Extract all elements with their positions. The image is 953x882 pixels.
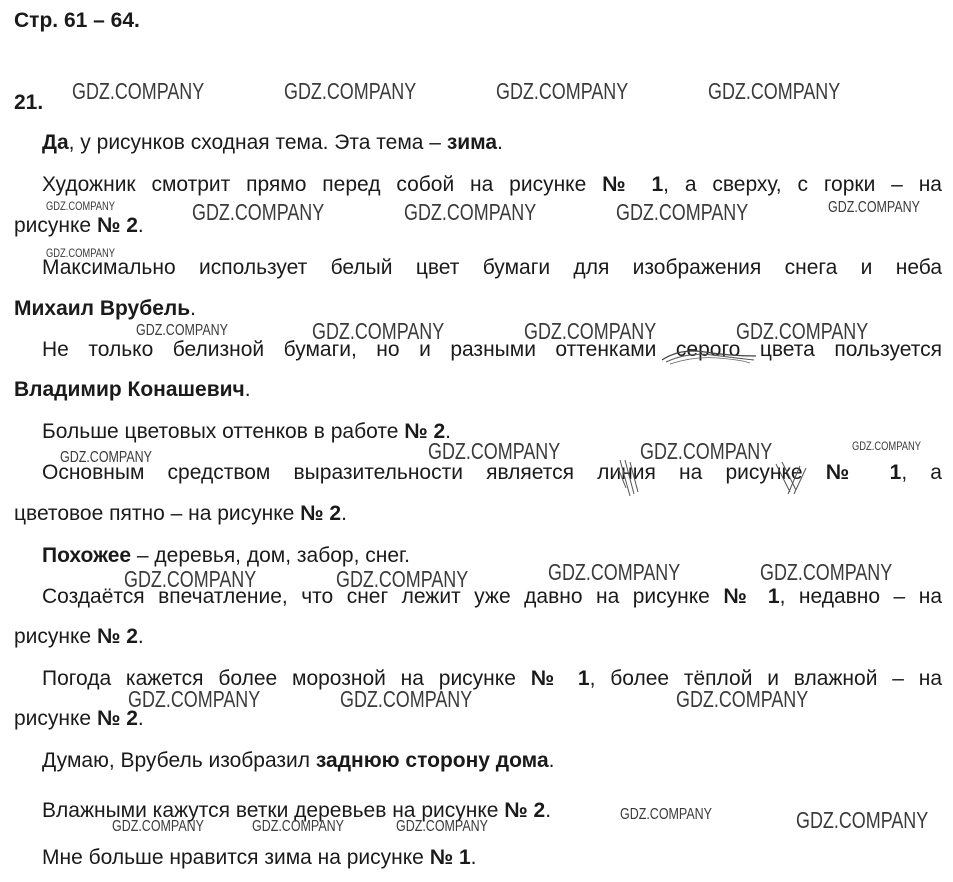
paragraph-1: Да, у рисунков сходная тема. Эта тема – зима. <box>42 131 503 154</box>
watermark: GDZ.COMPANY <box>796 807 929 833</box>
paragraph-3-line-1: Максимально использует белый цвет бумаги для изображения снега и неба <box>42 256 942 279</box>
watermark: GDZ.COMPANY <box>60 449 152 466</box>
watermark: GDZ.COMPANY <box>496 78 629 104</box>
paragraph-9-line-2: рисунке № 2. <box>14 707 144 730</box>
paragraph-2-line-2: рисунке № 2. <box>14 214 144 237</box>
paragraph-4-line-2: Владимир Конашевич. <box>14 378 251 401</box>
paragraph-6-line-1: Основным средством выразительности является линия на рисунке № 1, а <box>42 461 942 484</box>
paragraph-5: Больше цветовых оттенков в работе № 2. <box>42 420 451 443</box>
watermark: GDZ.COMPANY <box>46 199 115 213</box>
watermark: GDZ.COMPANY <box>396 818 488 835</box>
watermark: GDZ.COMPANY <box>72 78 205 104</box>
watermark: GDZ.COMPANY <box>312 318 445 344</box>
scribble-mark <box>770 460 810 496</box>
scribble-mark <box>616 458 656 498</box>
page-header: Стр. 61 – 64. <box>14 9 140 32</box>
watermark: GDZ.COMPANY <box>736 318 869 344</box>
watermark: GDZ.COMPANY <box>404 199 537 225</box>
watermark: GDZ.COMPANY <box>640 438 773 464</box>
watermark: GDZ.COMPANY <box>112 818 204 835</box>
watermark: GDZ.COMPANY <box>548 559 681 585</box>
watermark: GDZ.COMPANY <box>136 322 228 339</box>
paragraph-7: Похожее – деревья, дом, забор, снег. <box>42 544 410 567</box>
watermark: GDZ.COMPANY <box>708 78 841 104</box>
paragraph-3-line-2: Михаил Врубель. <box>14 297 196 320</box>
scribble-mark <box>660 342 760 366</box>
paragraph-9-line-1: Погода кажется более морозной на рисунке № 1, более тёплой и влажной – на <box>42 667 942 690</box>
watermark: GDZ.COMPANY <box>760 559 893 585</box>
watermark: GDZ.COMPANY <box>676 686 809 712</box>
watermark: GDZ.COMPANY <box>828 199 920 216</box>
paragraph-10: Думаю, Врубель изобразил заднюю сторону дома. <box>42 749 555 772</box>
watermark: GDZ.COMPANY <box>192 199 325 225</box>
watermark: GDZ.COMPANY <box>336 566 469 592</box>
watermark: GDZ.COMPANY <box>252 818 344 835</box>
watermark: GDZ.COMPANY <box>46 246 115 260</box>
watermark: GDZ.COMPANY <box>428 438 561 464</box>
paragraph-8-line-1: Создаётся впечатление, что снег лежит уже давно на рисунке № 1, недавно – на <box>42 585 942 608</box>
watermark: GDZ.COMPANY <box>340 686 473 712</box>
watermark: GDZ.COMPANY <box>524 318 657 344</box>
task-number: 21. <box>14 91 44 114</box>
watermark: GDZ.COMPANY <box>852 439 921 453</box>
watermark: GDZ.COMPANY <box>620 806 712 823</box>
paragraph-8-line-2: рисунке № 2. <box>14 625 144 648</box>
watermark: GDZ.COMPANY <box>124 566 257 592</box>
paragraph-2-line-1: Художник смотрит прямо перед собой на рисунке № 1, а сверху, с горки – на <box>42 173 942 196</box>
paragraph-11: Влажными кажутся ветки деревьев на рисунке № 2. <box>42 799 552 822</box>
watermark: GDZ.COMPANY <box>284 78 417 104</box>
paragraph-6-line-2: цветовое пятно – на рисунке № 2. <box>14 502 347 525</box>
paragraph-12: Мне больше нравится зима на рисунке № 1. <box>42 846 477 869</box>
paragraph-4-line-1: Не только белизной бумаги, но и разными оттенками серого цвета пользуется <box>42 338 942 361</box>
watermark: GDZ.COMPANY <box>128 686 261 712</box>
watermark: GDZ.COMPANY <box>616 199 749 225</box>
